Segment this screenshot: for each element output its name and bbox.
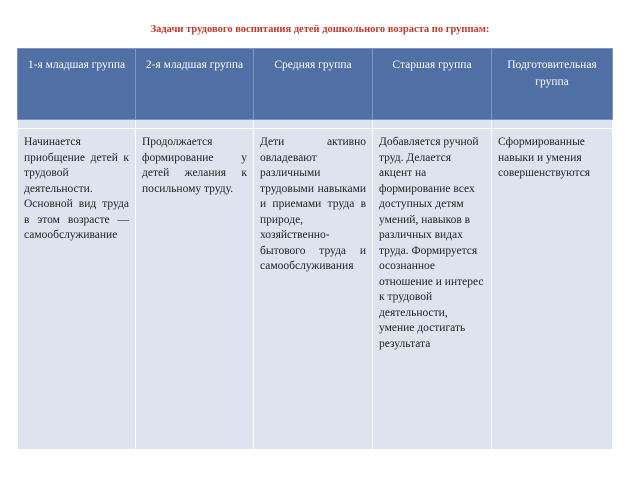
cell-junior-1: Начинается приобщение детей к трудовой деятельности. Основной вид труда в этом возрасте — самообслуживание [18,129,136,450]
column-header-senior: Старшая группа [373,49,492,120]
cell-middle: Дети активно овладевают различными трудовыми навыками и приемами труда в природе, хозяйственно-бытового труда и самообслуживания [254,129,373,450]
spacer-cell [492,120,613,129]
content-row [18,129,613,450]
cell-senior: Добавляется ручной труд. Делается акцент на формирование всех доступных детям умений, навыков в различных видах труда. Формируется осознанное отношение и интерес к трудовой деятельности, умение достигать результата [373,129,492,450]
cell-preparatory: Сформированные навыки и умения совершенствуются [492,129,613,450]
cell-junior-2: Продолжается формирование у детей желания к посильному труду. [136,129,254,450]
spacer-cell [18,120,136,129]
spacer-cell [373,120,492,129]
groups-table [17,48,613,450]
spacer-cell [254,120,373,129]
header-row [18,49,613,120]
spacer-row [18,120,613,129]
column-header-preparatory: Подготовительная группа [492,49,613,120]
column-header-junior-2: 2-я младшая группа [136,49,254,120]
column-header-junior-1: 1-я младшая группа [18,49,136,120]
column-header-middle: Средняя группа [254,49,373,120]
document-title: Задачи трудового воспитания детей дошкольного возраста по группам: [150,24,490,35]
spacer-cell [136,120,254,129]
